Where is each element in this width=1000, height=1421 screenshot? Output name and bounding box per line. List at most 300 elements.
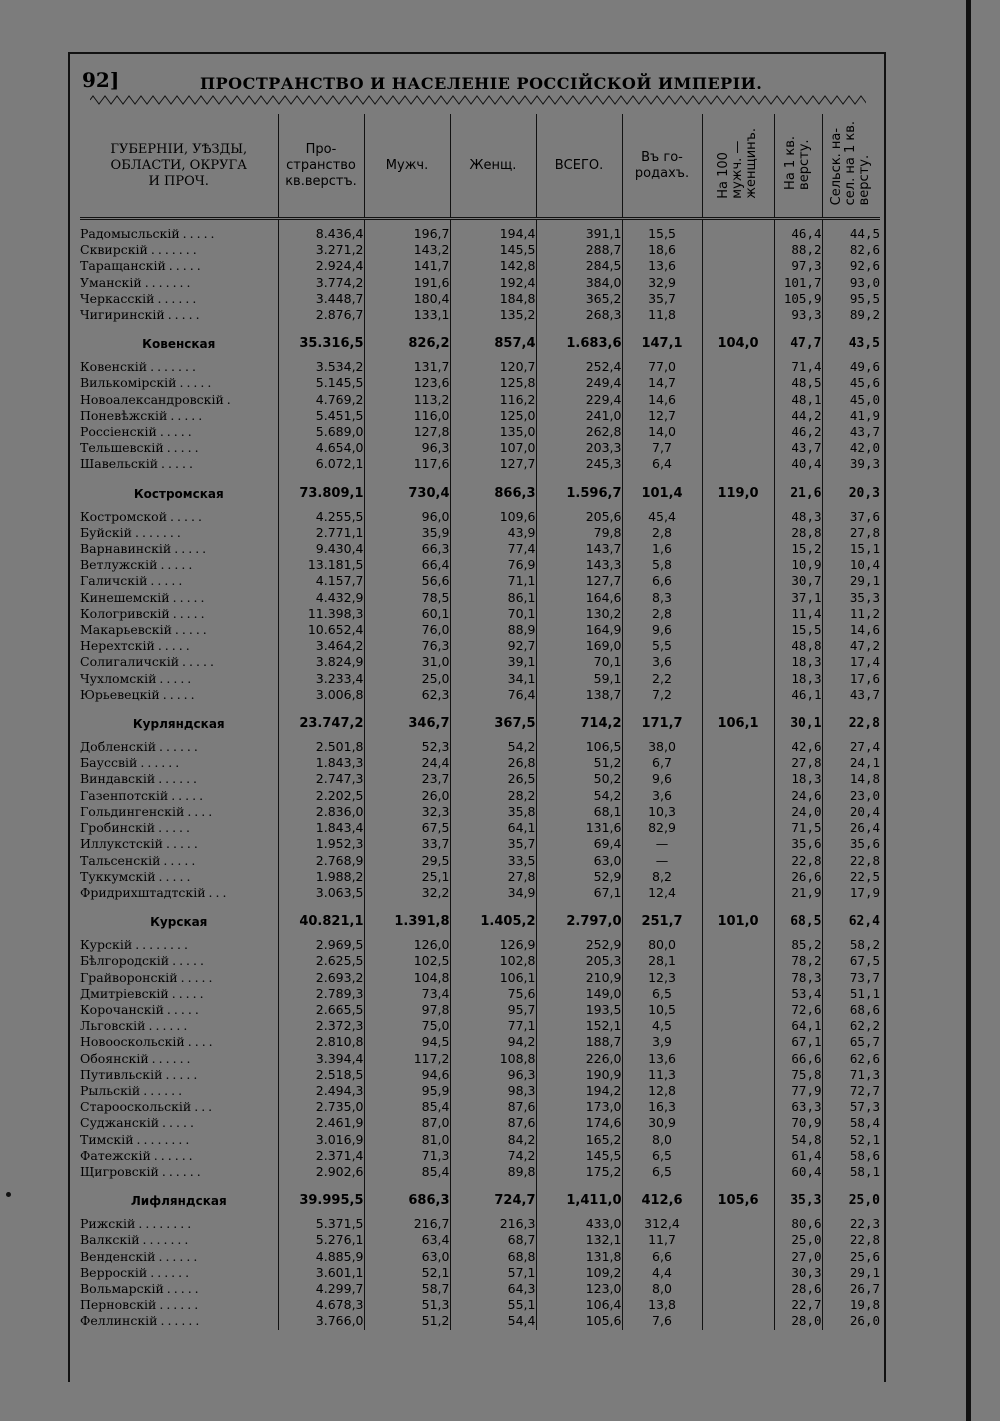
leader-dots: ...... [157, 290, 200, 306]
cell-area: 39.995,5 [278, 1186, 364, 1216]
cell-male: 96,3 [364, 440, 450, 456]
cell-female: 39,1 [450, 654, 536, 670]
cell-density: 21,9 [774, 885, 822, 901]
cell-ratio [702, 953, 774, 969]
leader-dots: ..... [166, 440, 202, 456]
cell-area: 3.006,8 [278, 687, 364, 703]
district-name-cell [80, 440, 278, 456]
cell-male: 180,4 [364, 291, 450, 307]
table-row [80, 885, 880, 901]
cell-area: 2.625,5 [278, 953, 364, 969]
cell-female: 724,7 [450, 1186, 536, 1216]
cell-ratio [702, 226, 774, 242]
cell-male: 31,0 [364, 654, 450, 670]
district-name: Гольдингенскій [80, 803, 185, 819]
cell-female: 57,1 [450, 1265, 536, 1281]
table-row [80, 440, 880, 456]
cell-rural: 45,0 [849, 391, 880, 407]
cell-urban: 171,7 [622, 709, 702, 739]
cell-rural: 17,9 [849, 884, 880, 900]
cell-ratio [702, 1164, 774, 1180]
cell-urban: 6,5 [622, 1148, 702, 1164]
cell-male: 32,3 [364, 804, 450, 820]
cell-rural: 14,6 [849, 622, 880, 638]
district-name: Ковенскій [80, 359, 148, 375]
cell-ratio [702, 509, 774, 525]
cell-total: 143,3 [536, 557, 622, 573]
table-row [80, 638, 880, 654]
cell-male: 78,5 [364, 590, 450, 606]
cell-total: 59,1 [536, 671, 622, 687]
leader-dots: ....... [150, 359, 199, 375]
cell-male: 127,8 [364, 424, 450, 440]
cell-ratio [702, 622, 774, 638]
district-name: Бауссвій [80, 755, 138, 771]
cell-female: 96,3 [450, 1067, 536, 1083]
cell-ratio [702, 1132, 774, 1148]
cell-male: 63,0 [364, 1249, 450, 1265]
cell-area: 3.601,1 [278, 1265, 364, 1281]
cell-urban: 14,0 [622, 424, 702, 440]
district-name: Варнавинскій [80, 541, 172, 557]
cell-total: 165,2 [536, 1132, 622, 1148]
cell-female: 94,2 [450, 1034, 536, 1050]
district-name: Кинешемскій [80, 589, 170, 605]
table-row [80, 836, 880, 852]
cell-density: 53,4 [774, 986, 822, 1002]
cell-density: 24,6 [774, 788, 822, 804]
leader-dots: ..... [168, 258, 204, 274]
district-name: Фатежскій [80, 1147, 151, 1163]
cell-area: 2.789,3 [278, 986, 364, 1002]
cell-female: 127,7 [450, 456, 536, 472]
cell-urban: 13,6 [622, 1051, 702, 1067]
cell-rural: 22,3 [849, 1216, 880, 1232]
cell-ratio [702, 804, 774, 820]
cell-male: 76,3 [364, 638, 450, 654]
leader-dots: ... [194, 1099, 216, 1115]
cell-area: 2.747,3 [278, 771, 364, 787]
leader-dots: ...... [140, 755, 183, 771]
cell-ratio [702, 440, 774, 456]
cell-total: 391,1 [536, 226, 622, 242]
cell-urban: 5,5 [622, 638, 702, 654]
district-name: Грайворонскій [80, 969, 178, 985]
cell-male: 131,7 [364, 359, 450, 375]
district-name-cell [80, 1051, 278, 1067]
cell-male: 25,0 [364, 671, 450, 687]
header-urban: Въ го- родахъ. [622, 114, 702, 219]
cell-male: 67,5 [364, 820, 450, 836]
cell-rural: 39,3 [849, 456, 880, 472]
cell-density: 71,5 [774, 820, 822, 836]
spacer-cell [278, 219, 364, 227]
cell-density: 78,2 [774, 953, 822, 969]
cell-urban: 6,4 [622, 456, 702, 472]
cell-area: 11.398,3 [278, 606, 364, 622]
cell-urban: 16,3 [622, 1099, 702, 1115]
cell-rural: 35,6 [849, 836, 880, 852]
district-name-cell [80, 541, 278, 557]
table-row [80, 687, 880, 703]
cell-density: 77,9 [774, 1083, 822, 1099]
cell-ratio [702, 986, 774, 1002]
cell-ratio [702, 1216, 774, 1232]
header-ratio: На 100 мужч. — женщинъ. [702, 114, 774, 219]
cell-male: 85,4 [364, 1099, 450, 1115]
cell-male: 25,1 [364, 869, 450, 885]
district-name-cell [80, 1249, 278, 1265]
cell-area: 73.809,1 [278, 479, 364, 509]
cell-area: 4.255,5 [278, 509, 364, 525]
cell-rural: 25,0 [848, 1193, 880, 1209]
cell-total: 365,2 [536, 291, 622, 307]
cell-ratio [702, 1002, 774, 1018]
district-name: Газенпотскій [80, 787, 169, 803]
cell-density: 30,7 [774, 573, 822, 589]
cell-ratio [702, 1297, 774, 1313]
district-name: Тальсенскій [80, 852, 161, 868]
district-name-cell [80, 408, 278, 424]
cell-urban: 251,7 [622, 907, 702, 937]
cell-rural: 62,6 [849, 1050, 880, 1066]
cell-male: 63,4 [364, 1232, 450, 1248]
cell-female: 107,0 [450, 440, 536, 456]
cell-urban: 6,6 [622, 573, 702, 589]
table-row [80, 291, 880, 307]
district-name: Туккумскій [80, 868, 156, 884]
district-name: Буйскій [80, 524, 133, 540]
cell-male: 96,0 [364, 509, 450, 525]
district-name-cell [80, 755, 278, 771]
cell-female: 135,2 [450, 307, 536, 323]
governorate-summary-row [80, 907, 880, 937]
table-row [80, 1265, 880, 1281]
cell-area: 23.747,2 [278, 709, 364, 739]
cell-density: 70,9 [774, 1115, 822, 1131]
ink-speck [6, 1192, 11, 1197]
leader-dots: . [226, 391, 234, 407]
district-name-cell [80, 869, 278, 885]
leader-dots: ..... [170, 407, 206, 423]
cell-area: 4.432,9 [278, 590, 364, 606]
cell-ratio [702, 739, 774, 755]
district-name-cell [80, 937, 278, 953]
cell-male: 117,2 [364, 1051, 450, 1067]
cell-female: 108,8 [450, 1051, 536, 1067]
table-row [80, 606, 880, 622]
table-row [80, 1083, 880, 1099]
cell-total: 52,9 [536, 869, 622, 885]
cell-rural: 22,8 [848, 715, 880, 731]
table-row [80, 1216, 880, 1232]
district-name-cell [80, 622, 278, 638]
cell-area: 5.689,0 [278, 424, 364, 440]
cell-density: 68,5 [774, 907, 822, 937]
table-row [80, 590, 880, 606]
cell-total: 69,4 [536, 836, 622, 852]
cell-total: 175,2 [536, 1164, 622, 1180]
cell-rural: 11,2 [849, 605, 880, 621]
cell-female: 92,7 [450, 638, 536, 654]
cell-total: 145,5 [536, 1148, 622, 1164]
cell-female: 35,7 [450, 836, 536, 852]
cell-rural: 92,6 [849, 258, 880, 274]
cell-area: 1.843,3 [278, 755, 364, 771]
cell-male: 33,7 [364, 836, 450, 852]
cell-female: 28,2 [450, 788, 536, 804]
district-name-cell [80, 1018, 278, 1034]
cell-female: 109,6 [450, 509, 536, 525]
cell-male: 73,4 [364, 986, 450, 1002]
cell-male: 35,9 [364, 525, 450, 541]
district-name: Вольмарскій [80, 1280, 164, 1296]
cell-ratio [702, 771, 774, 787]
leader-dots: ..... [182, 226, 218, 241]
district-name: Щигровскій [80, 1163, 159, 1179]
cell-area: 5.371,5 [278, 1216, 364, 1232]
frame-top-rule [68, 52, 886, 54]
leader-dots: ...... [158, 771, 201, 787]
row-spacer [80, 219, 880, 227]
cell-area: 2.969,5 [278, 937, 364, 953]
district-name: Черкасскій [80, 290, 155, 306]
cell-male: 117,6 [364, 456, 450, 472]
cell-ratio [702, 590, 774, 606]
cell-total: 384,0 [536, 275, 622, 291]
cell-ratio [702, 573, 774, 589]
cell-rural: 72,7 [849, 1082, 880, 1098]
district-name-cell [80, 771, 278, 787]
cell-total: 79,8 [536, 525, 622, 541]
cell-rural: 23,0 [849, 787, 880, 803]
cell-urban: 28,1 [622, 953, 702, 969]
cell-area: 2.372,3 [278, 1018, 364, 1034]
cell-total: 433,0 [536, 1216, 622, 1232]
cell-female: 68,8 [450, 1249, 536, 1265]
cell-male: 81,0 [364, 1132, 450, 1148]
spacer-cell [80, 219, 278, 227]
cell-density: 85,2 [774, 937, 822, 953]
cell-male: 32,2 [364, 885, 450, 901]
cell-urban: 30,9 [622, 1115, 702, 1131]
cell-total: 2.797,0 [536, 907, 622, 937]
cell-rural: 20,4 [849, 803, 880, 819]
cell-rural: 41,9 [849, 407, 880, 423]
cell-total: 67,1 [536, 885, 622, 901]
cell-density: 80,6 [774, 1216, 822, 1232]
district-name: Юрьевецкій [80, 686, 160, 702]
district-name: Таращанскій [80, 258, 166, 274]
cell-total: 252,9 [536, 937, 622, 953]
cell-female: 68,7 [450, 1232, 536, 1248]
cell-female: 367,5 [450, 709, 536, 739]
cell-rural: 65,7 [849, 1034, 880, 1050]
cell-ratio [702, 557, 774, 573]
cell-urban: 2,8 [622, 606, 702, 622]
leader-dots: ...... [153, 1147, 196, 1163]
cell-male: 94,6 [364, 1067, 450, 1083]
district-name: Путивльскій [80, 1066, 163, 1082]
district-name: Дмитріевскій [80, 985, 169, 1001]
district-name-cell [80, 1313, 278, 1329]
cell-area: 3.448,7 [278, 291, 364, 307]
table-row [80, 307, 880, 323]
table-row [80, 375, 880, 391]
district-name: Новоалександровскій [80, 391, 224, 407]
cell-rural: 49,6 [849, 359, 880, 375]
district-name: Солигаличскій [80, 654, 180, 670]
table-row [80, 654, 880, 670]
cell-area: 3.016,9 [278, 1132, 364, 1148]
cell-total: 106,5 [536, 739, 622, 755]
cell-density: 35,3 [774, 1186, 822, 1216]
leader-dots: ..... [162, 1115, 197, 1131]
leader-dots: ..... [157, 638, 193, 654]
cell-ratio [702, 885, 774, 901]
cell-area: 40.821,1 [278, 907, 364, 937]
cell-density: 18,3 [774, 771, 822, 787]
cell-female: 120,7 [450, 359, 536, 375]
cell-male: 196,7 [364, 226, 450, 242]
district-name-cell [80, 424, 278, 440]
district-name-cell [80, 456, 278, 472]
district-name-cell [80, 307, 278, 323]
cell-ratio: 119,0 [702, 479, 774, 509]
spacer-cell [702, 219, 774, 227]
cell-ratio [702, 275, 774, 291]
cell-rural: 95,5 [849, 290, 880, 306]
table-header-row [80, 114, 880, 219]
cell-ratio [702, 1249, 774, 1265]
cell-area: 2.876,7 [278, 307, 364, 323]
cell-area: 8.436,4 [278, 226, 364, 242]
cell-urban: — [622, 853, 702, 869]
leader-dots: .... [187, 803, 216, 819]
cell-male: 116,0 [364, 408, 450, 424]
cell-total: 288,7 [536, 242, 622, 258]
cell-urban: 45,4 [622, 509, 702, 525]
page-number: 92] [82, 68, 120, 92]
cell-density: 28,0 [774, 1313, 822, 1329]
cell-density: 48,1 [774, 392, 822, 408]
cell-total: 123,0 [536, 1281, 622, 1297]
cell-density: 30,3 [774, 1265, 822, 1281]
cell-female: 216,3 [450, 1216, 536, 1232]
cell-density: 67,1 [774, 1034, 822, 1050]
cell-area: 9.430,4 [278, 541, 364, 557]
table-row [80, 456, 880, 472]
cell-total: 51,2 [536, 755, 622, 771]
cell-urban: 11,7 [622, 1232, 702, 1248]
governorate-name: Курская [80, 907, 278, 937]
leader-dots: ..... [172, 605, 208, 621]
cell-area: 4.769,2 [278, 392, 364, 408]
cell-area: 1.988,2 [278, 869, 364, 885]
cell-area: 10.652,4 [278, 622, 364, 638]
cell-area: 3.766,0 [278, 1313, 364, 1329]
district-name: Верроскій [80, 1264, 148, 1280]
district-name: Феллинскій [80, 1313, 158, 1329]
cell-density: 28,8 [774, 525, 822, 541]
cell-total: 226,0 [536, 1051, 622, 1067]
cell-density: 101,7 [774, 275, 822, 291]
cell-female: 43,9 [450, 525, 536, 541]
cell-density: 18,3 [774, 654, 822, 670]
cell-ratio [702, 970, 774, 986]
table-row [80, 408, 880, 424]
district-name-cell [80, 986, 278, 1002]
decorative-wavy-rule [90, 94, 866, 106]
district-name-cell [80, 291, 278, 307]
district-name-cell [80, 836, 278, 852]
table-row [80, 1232, 880, 1248]
cell-female: 77,1 [450, 1018, 536, 1034]
cell-urban: 6,5 [622, 1164, 702, 1180]
cell-total: 143,7 [536, 541, 622, 557]
cell-urban: 2,8 [622, 525, 702, 541]
cell-total: 138,7 [536, 687, 622, 703]
cell-rural: 26,7 [849, 1280, 880, 1296]
district-name: Виндавскій [80, 771, 156, 787]
cell-total: 152,1 [536, 1018, 622, 1034]
leader-dots: ..... [158, 820, 194, 836]
cell-area: 2.693,2 [278, 970, 364, 986]
district-name: Чигиринскій [80, 307, 165, 323]
cell-density: 46,4 [774, 226, 822, 242]
table-row [80, 1099, 880, 1115]
spacer-cell [622, 219, 702, 227]
table-row [80, 788, 880, 804]
district-name-cell [80, 970, 278, 986]
district-name: Чухломскій [80, 670, 157, 686]
district-name-cell [80, 590, 278, 606]
cell-urban: 312,4 [622, 1216, 702, 1232]
district-name-cell [80, 557, 278, 573]
cell-ratio [702, 1083, 774, 1099]
cell-female: 194,4 [450, 226, 536, 242]
leader-dots: ...... [159, 1297, 202, 1313]
leader-dots: ....... [135, 524, 184, 540]
cell-rural: 67,5 [849, 953, 880, 969]
cell-urban: 14,7 [622, 375, 702, 391]
cell-density: 48,8 [774, 638, 822, 654]
table-row [80, 1164, 880, 1180]
cell-urban: 6,6 [622, 1249, 702, 1265]
district-name: Иллукстскій [80, 836, 164, 852]
table-row [80, 1002, 880, 1018]
district-name-cell [80, 1281, 278, 1297]
leader-dots: ..... [158, 868, 194, 884]
cell-rural: 14,8 [849, 771, 880, 787]
cell-density: 27,8 [774, 755, 822, 771]
cell-ratio [702, 541, 774, 557]
district-name-cell [80, 1232, 278, 1248]
cell-female: 102,8 [450, 953, 536, 969]
cell-female: 34,1 [450, 671, 536, 687]
cell-ratio [702, 307, 774, 323]
cell-area: 13.181,5 [278, 557, 364, 573]
cell-male: 123,6 [364, 375, 450, 391]
governorate-summary-row [80, 709, 880, 739]
district-name-cell [80, 242, 278, 258]
leader-dots: ..... [166, 1001, 202, 1017]
table-row [80, 970, 880, 986]
cell-urban: 2,2 [622, 671, 702, 687]
cell-ratio [702, 937, 774, 953]
cell-female: 35,8 [450, 804, 536, 820]
leader-dots: ...... [158, 1248, 201, 1264]
